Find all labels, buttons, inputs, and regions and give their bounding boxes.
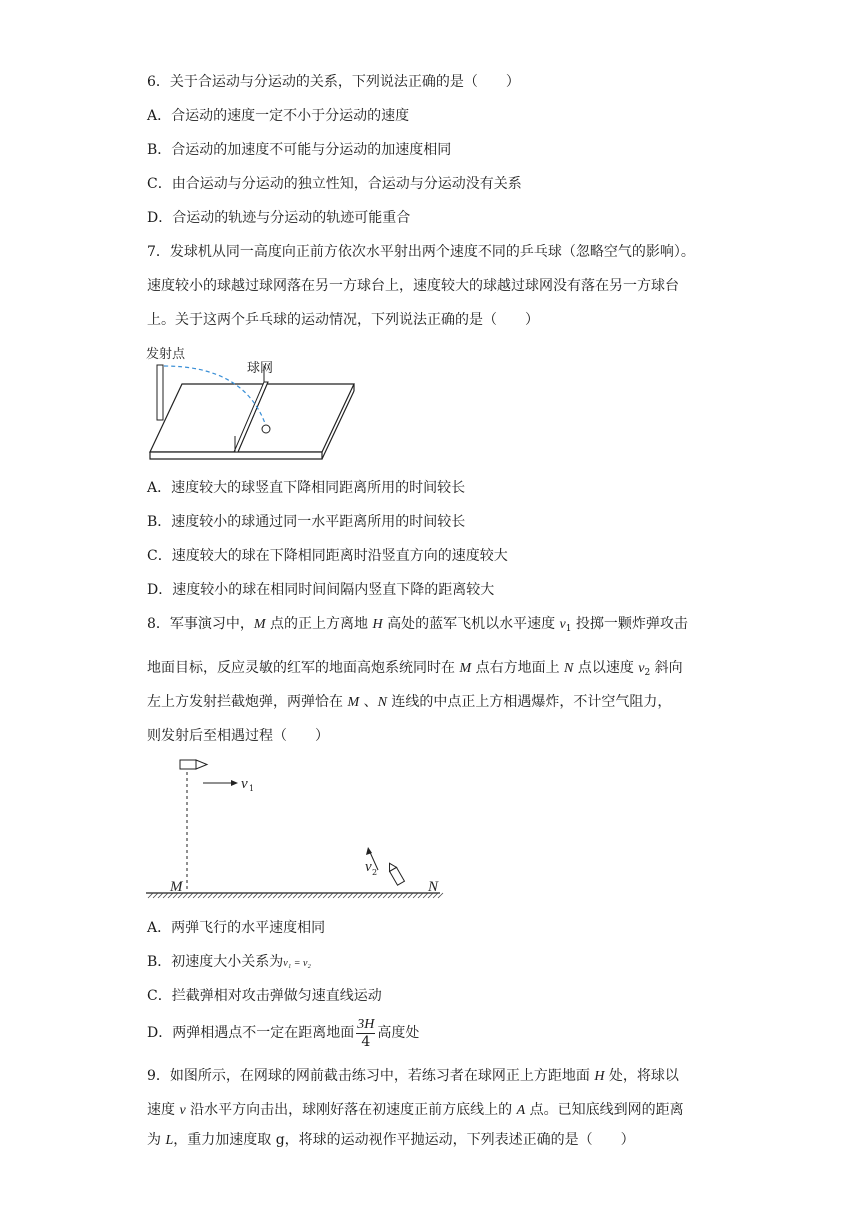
q8-fig-v1-label: v — [241, 776, 248, 792]
q7-fig-net-label: 球网 — [247, 361, 274, 376]
q8-option-b: B．初速度大小关系为v₁ = v₂ — [147, 954, 311, 970]
q8-fraction: $\frac{3H}{4}$ — [357, 1016, 375, 1050]
q8-stem-line2: 地面目标，反应灵敏的红军的地面高炮系统同时在 M 点右方地面上 N 点以速度 $v_2$ 斜向 — [147, 660, 683, 678]
q8-fig-M-label: M — [170, 879, 183, 895]
q8-fig-v2-label: v — [365, 859, 372, 875]
q9-stem-line2: 速度 v 沿水平方向击出，球刚好落在初速度正前方底线上的 A 点。已知底线到网的距离 — [147, 1102, 684, 1118]
q8-option-a: A．两弹飞行的水平速度相同 — [147, 920, 326, 936]
q8-ground-hatch — [148, 893, 443, 898]
svg-text:2: 2 — [372, 868, 378, 877]
q6-option-b: B．合运动的加速度不可能与分运动的加速度相同 — [147, 142, 452, 158]
q7-option-d: D．速度较小的球在相同时间间隔内竖直下降的距离较大 — [147, 582, 495, 598]
q8-stem-line1: 8．军事演习中，M 点的正上方离地 H 高处的蓝军飞机以水平速度 $v_1$ 投掷一颗炸弹攻击 — [147, 616, 688, 634]
q8-option-c: C．拦截弹相对攻击弹做匀速直线运动 — [147, 988, 382, 1004]
q8-stem-line4: 则发射后至相遇过程（ ） — [147, 728, 329, 744]
q7-option-a: A．速度较大的球竖直下降相同距离所用的时间较长 — [147, 480, 466, 496]
q6-option-a: A．合运动的速度一定不小于分运动的速度 — [147, 108, 410, 124]
q7-option-c: C．速度较大的球在下降相同距离时沿竖直方向的速度较大 — [147, 548, 508, 564]
q6-option-d: D．合运动的轨迹与分运动的轨迹可能重合 — [147, 210, 411, 226]
q8-fig-N-label: N — [428, 879, 439, 895]
q7-stem-line3: 上。关于这两个乒乓球的运动情况，下列说法正确的是（ ） — [147, 312, 539, 328]
q8-stem-line3: 左上方发射拦截炮弹，两弹恰在 M 、N 连线的中点正上方相遇爆炸，不计空气阻力， — [147, 694, 672, 710]
q7-stem-line2: 速度较小的球越过球网落在另一方球台上，速度较大的球越过球网没有落在另一方球台 — [147, 278, 679, 294]
svg-text:1: 1 — [249, 784, 255, 793]
q8-bomber — [180, 760, 196, 769]
q7-stem-line1: 7．发球机从同一高度向正前方依次水平射出两个速度不同的乒乓球（忽略空气的影响）。 — [147, 244, 695, 260]
q9-stem-line3: 为 L，重力加速度取 g，将球的运动视作平抛运动，下列表述正确的是（ ） — [147, 1132, 635, 1148]
q6-stem: 6．关于合运动与分运动的关系，下列说法正确的是（ ） — [147, 74, 520, 90]
q8-interceptor — [386, 861, 404, 885]
q8-option-d: D．两弹相遇点不一定在距离地面 $\frac{3H}{4}$ 高度处 — [147, 1016, 420, 1050]
q9-stem-line1: 9．如图所示，在网球的网前截击练习中，若练习者在球网正上方距地面 H 处，将球以 — [147, 1068, 679, 1084]
q6-option-c: C．由合运动与分运动的独立性知，合运动与分运动没有关系 — [147, 176, 522, 192]
q7-fig-launch-label: 发射点 — [146, 347, 186, 362]
q7-option-b: B．速度较小的球通过同一水平距离所用的时间较长 — [147, 514, 466, 530]
